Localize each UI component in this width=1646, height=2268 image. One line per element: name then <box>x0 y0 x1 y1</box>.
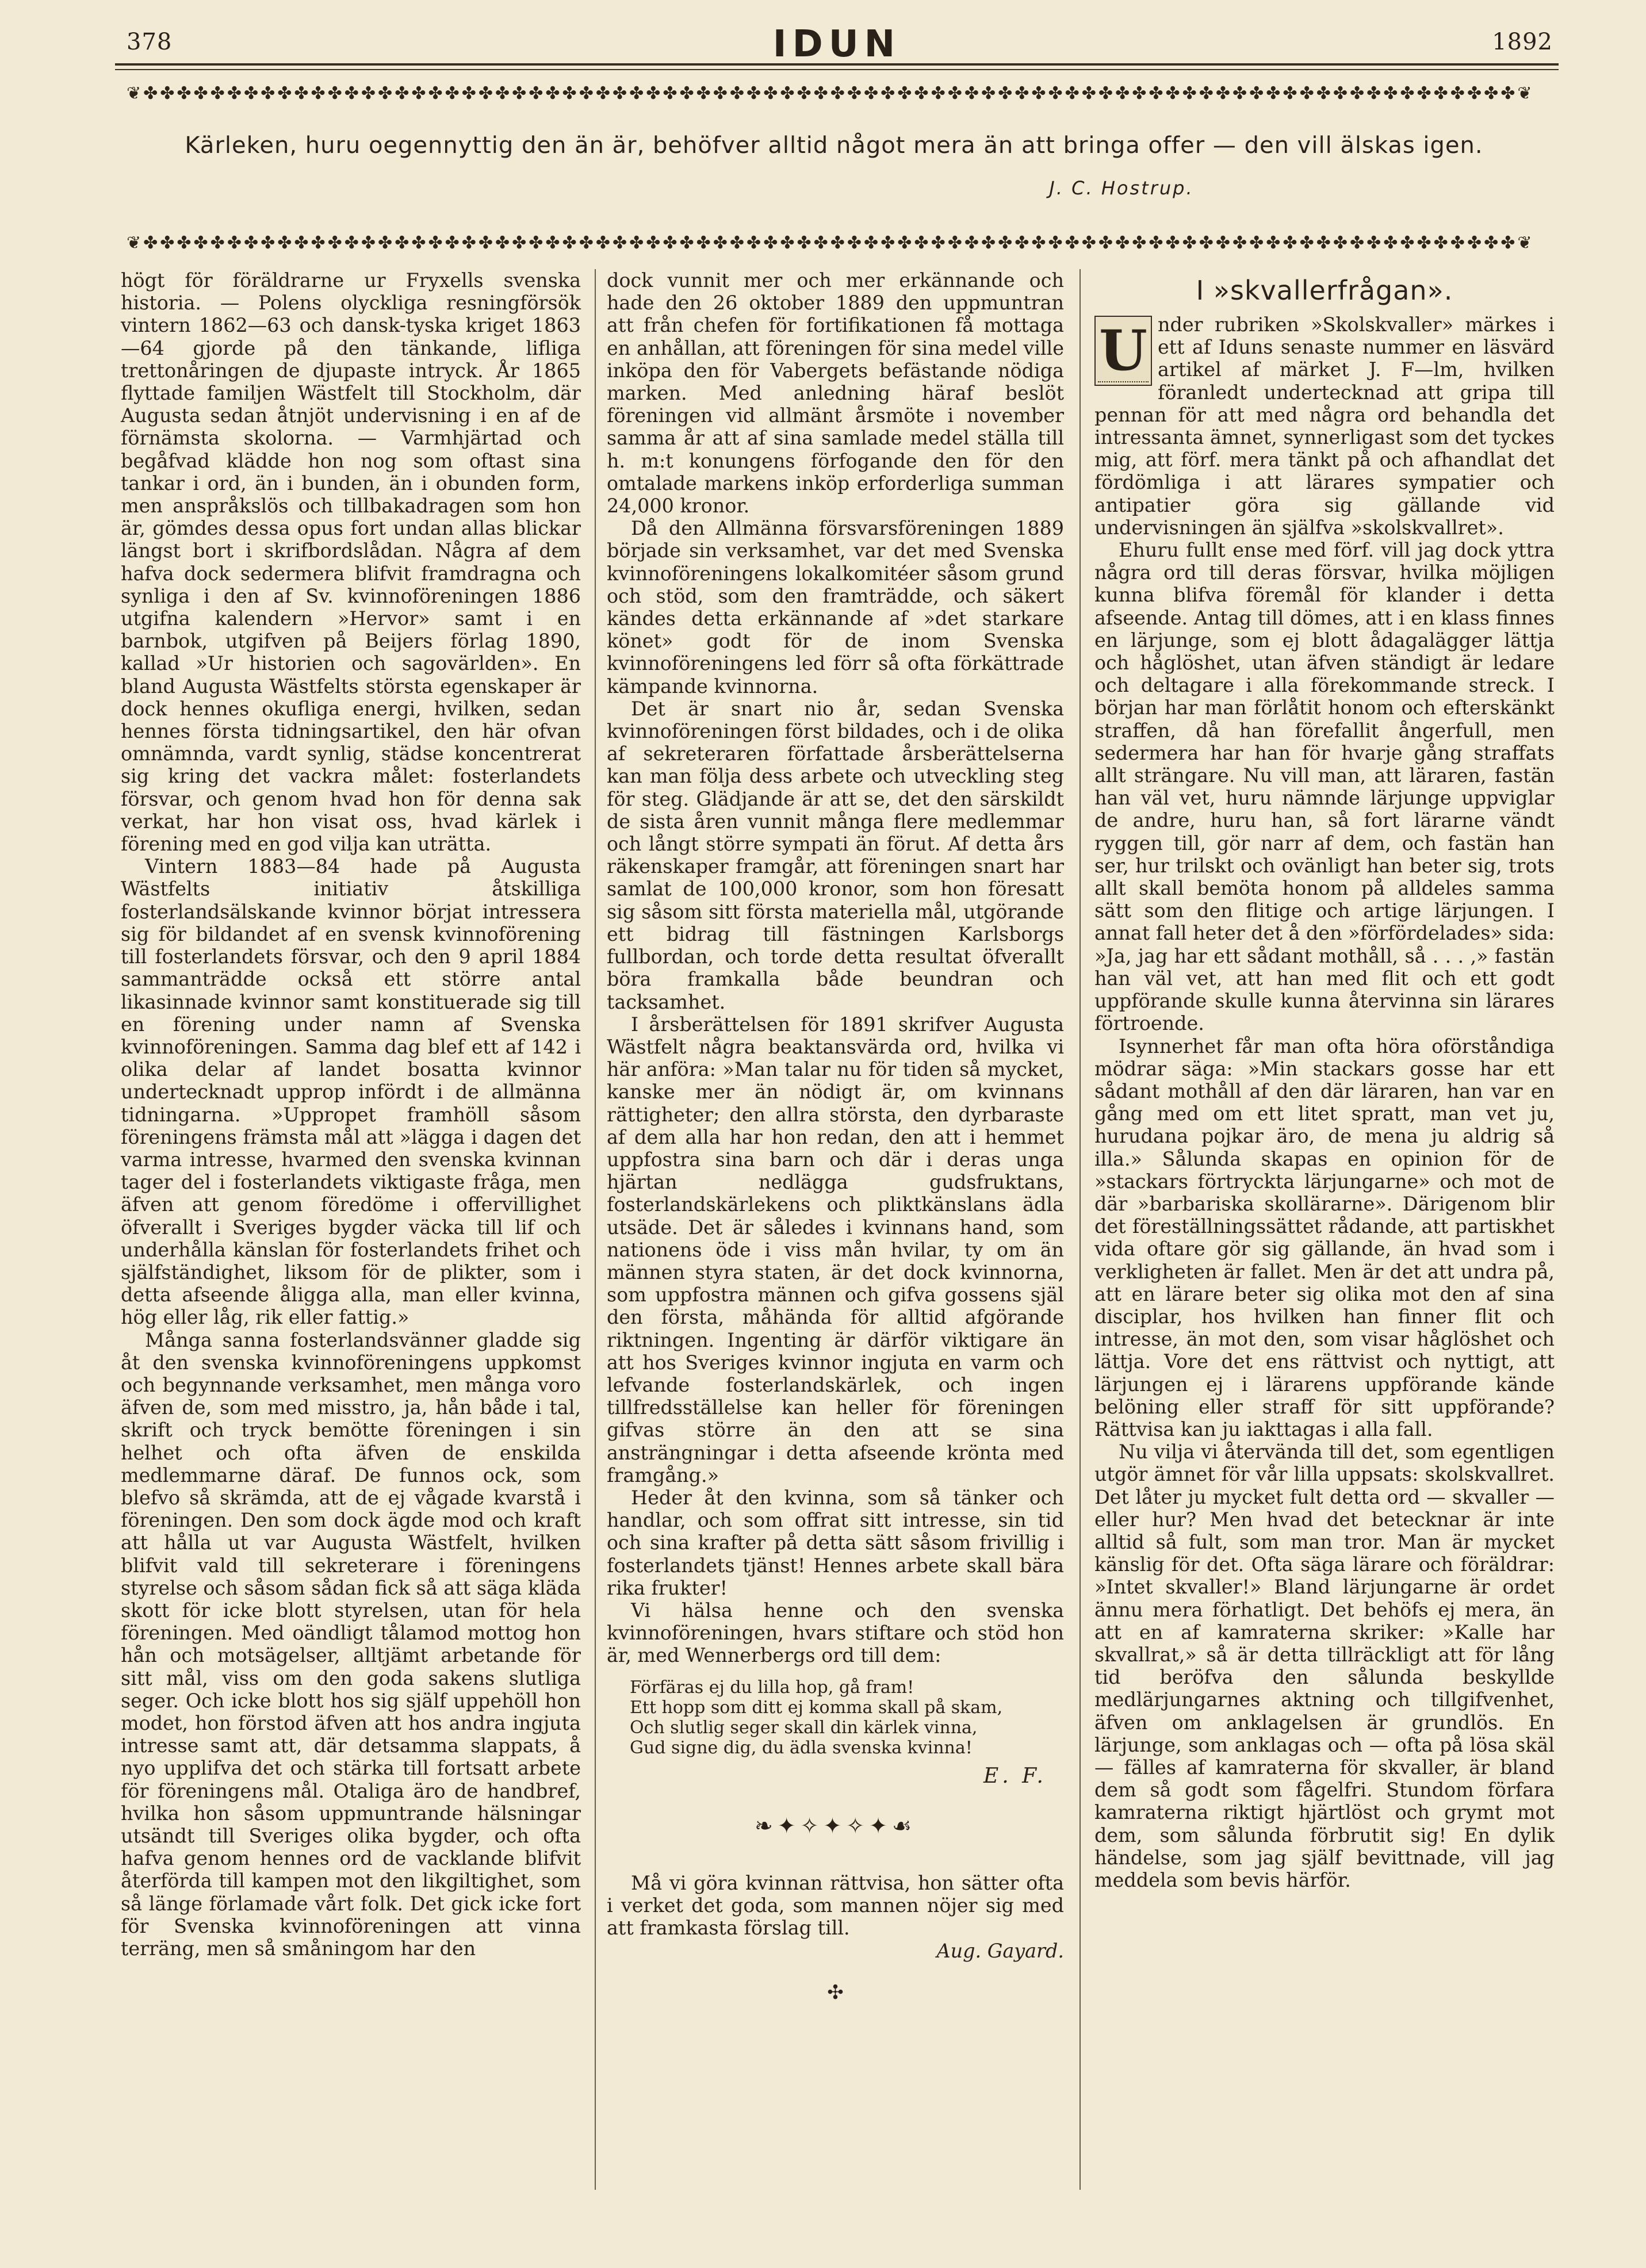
column-2 <box>607 269 1064 2004</box>
paragraph: högt för föräldrarne ur Fryxells svenska historia. — Polens olyckliga resningförsök vintern 1862—63 och dansk-tyska kriget 1863—64 gjorde på den tänkande, lifliga trettonåringen de djupaste intryck. År 1865 flyttade familjen Wästfelt till Stockholm, där Augusta sedan åtnjöt undervisning i en af de förnämsta skolorna. — Varmhjärtad och begåfvad klädde hon nog som oftast sina tankar i ord, än i bunden, än i obunden form, men anspråkslös och tillbakadragen som hon är, gömdes dessa opus fort undan allas blickar längst bort i skrifbordslådan. Några af dem hafva dock sedermera blifvit framdragna och synliga i den af Sv. kvinnoföreningen 1886 utgifna kalendern »Hervor» samt i en barnbok, utgifven på Beijers förlag 1890, kallad »Ur historien och sagovärlden». En bland Augusta Wästfelts största egenskaper är dock hennes okufliga energi, hvilken, sedan hennes första tidningsartikel, den här ofvan omnämnda, vardt synlig, städse koncentrerat sig kring det vackra målet: fosterlandets försvar, och genom hvad hon för denna sak verkat, har hon visat oss, hvad kärlek i förening med en god vilja kan uträtta. <box>121 269 581 856</box>
header-rule <box>115 63 1559 66</box>
page-header <box>115 23 1559 75</box>
paragraph: Isynnerhet får man ofta höra oförståndiga mödrar säga: »Min stackars gosse har ett sådant mothåll af den där läraren, han var en gång med om ett litet spratt, man vet ju, hurudana pojkar äro, de mena ju aldrig så illa.» Sålunda skapas en opinion för de »stackars förtryckta lärjungarne» och mot de där »barbariska skollärarne». Därigenom blir det föreställningssättet rådande, att partiskhet vida oftare gör sig gällande, än hvad som i verkligheten är fallet. Men är det att undra på, att en lärare beter sig olika mot den af sina disciplar, hos hvilken han finner flit och intresse, än mot den, som visar håglöshet och lättja. Vore det ens rättvist och nyttigt, att lärjungen ej i lärarens uppförande kände belöning eller straff för sitt uppförande? Rättvisa kan ju iakttagas i alla fall. <box>1094 1035 1555 1441</box>
paragraph: Vi hälsa henne och den svenska kvinnoföreningen, hvars stiftare och stöd hon är, med Wennerbergs ord till dem: <box>607 1599 1064 1667</box>
paragraph: Vintern 1883—84 hade på Augusta Wästfelts initiativ åtskilliga fosterlandsälskande kvinnor börjat intressera sig för bildandet af en svensk kvinnoförening till fosterlandets försvar, och den 9 april 1884 sammanträdde också ett större antal likasinnade kvinnor samt konstituerade sig till en förening under namn af Svenska kvinnoföreningen. Samma dag blef ett af 142 i olika delar af landet bosatta kvinnor undertecknadt upprop infördt i de allmänna tidningarna. »Uppropet framhöll såsom föreningens främsta mål att »lägga i dagen det varma intresse, hvarmed den svenska kvinnan tager del i fosterlandets viktigaste fråga, men äfven att genom föredöme i offervillighet öfverallt i Sveriges bygder väcka till lif och underhålla känslan för fosterlandets frihet och själfständighet, liksom för de plikter, som i detta afseende åligga alla, man eller kvinna, hög eller låg, rik eller fattig.» <box>121 855 581 1329</box>
ornament-band-top: ❦✤✤✤✤✤✤✤✤✤✤✤✤✤✤✤✤✤✤✤✤✤✤✤✤✤✤✤✤✤✤✤✤✤✤✤✤✤✤✤✤✤✤✤✤✤✤✤✤✤✤✤✤✤✤✤✤✤✤✤✤✤✤✤✤✤✤✤✤✤✤✤✤✤✤✤✤✤✤✤✤✤✤❦ <box>127 85 1534 102</box>
column-rule <box>595 269 596 2190</box>
ornament-divider: ❧✦✧✦✧✦☙ <box>754 1813 917 1838</box>
column-rule <box>1080 269 1081 2190</box>
year: 1892 <box>1492 29 1553 55</box>
page-number: 378 <box>127 29 173 55</box>
paragraph: Nu vilja vi återvända till det, som egentligen utgör ämnet för vår lilla uppsats: skolskvallret. Det låter ju mycket fult detta ord — skvaller — eller hur? Men hvad det betecknar är inte alltid så fult, som man tror. Man är mycket känslig för det. Ofta säga lärare och föräldrar: »Intet skvaller!» Bland lärjungarne är ordet ännu mera förhatligt. Det behöfs ej mera, än att en af kamraterna skriker: »Kalle har skvallrat,» så är detta tillräckligt att för lång tid beröfva den sålunda beskyllde medlärjungarnes aktning och tillgifvenhet, äfven om anklagelsen är grundlös. En lärjunge, som anklagas och — ofta på lösa skäl — fälles af kamraterna för skvaller, är bland dem så godt som fågelfri. Stundom förfara kamraterna riktigt hjärtlöst och grymt mot dem, som sålunda förbrutit sig! En dylik händelse, som jag själf bevittnade, vill jag meddela som bevis härför. <box>1094 1441 1555 1892</box>
dropcap: U <box>1094 316 1152 386</box>
end-ornament: ✣ <box>827 1980 844 2004</box>
poem-line: Ett hopp som ditt ej komma skall på skam, <box>630 1697 1003 1718</box>
paragraph: I årsberättelsen för 1891 skrifver Augusta Wästfelt några beaktansvärda ord, hvilka vi här anföra: »Man talar nu för tiden så mycket, kanske mer än nödigt är, om kvinnans rättigheter; den allra största, den dyrbaraste af dem alla har hon redan, den att i hemmet uppfostra sina barn och där i deras unga hjärtan nedlägga gudsfruktans, fosterlandskärlekens och pliktkänslans ädla utsäde. Det är således i kvinnans hand, som nationens öde i viss mån hvilar, ty om än männen styra staten, är det dock kvinnorna, som uppfostra männen och gifva gossens själ den första, måhända för alltid afgörande riktningen. Ingenting är därför viktigare än att hos Sveriges kvinnor ingjuta en varm och lefvande fosterlandskärlek, och ingen tillfredsställelse kan heller för föreningen gifvas större än den att se sina ansträngningar i detta afseende krönta med framgång.» <box>607 1013 1064 1487</box>
column-1 <box>121 269 581 1960</box>
article-title: I »skvallerfrågan». <box>1196 275 1453 306</box>
poem <box>630 1677 1064 1758</box>
poem-line: Förfäras ej du lilla hop, gå fram! <box>630 1677 914 1698</box>
paragraph: Många sanna fosterlandsvänner gladde sig åt den svenska kvinnoföreningens uppkomst och begynnande verksamhet, men många voro äfven de, som med misstro, ja, hån både i tal, skrift och tryck bemötte föreningen i sin helhet och ofta äfven de enskilda medlemmarne däraf. De funnos ock, som blefvo så skrämda, att de ej vågade kvarstå i föreningen. Den som dock ägde mod och kraft att hålla ut var Augusta Wästfelt, hvilken blifvit vald till sekreterare i föreningens styrelse och såsom sådan fick så att säga kläda skott för icke blott styrelsen, utan för hela föreningen. Med oändligt tålamod mottog hon hån och motsägelser, alltjämt arbetande för sitt mål, viss om den goda sakens slutliga seger. Och icke blott hos sig själf uppehöll hon modet, hon förstod äfven att hos andra ingjuta intresse samt att, där detsamma slappats, å nyo upplifva det och stärka till fortsatt arbete för föreningens mål. Otaliga äro de handbref, hvilka hon såsom uppmuntrande hälsningar utsändt till Sveriges olika bygder, och ofta hafva genom hennes ord de vacklande blifvit återförda till kampen mot den likgiltighet, som så länge förlamade vårt folk. Det gick icke fort för Svenska kvinnoföreningen att vinna terräng, men så småningom har den <box>121 1328 581 1960</box>
magazine-title: IDUN <box>772 23 901 66</box>
motto-text: Kärleken, huru oegennyttig den än är, behöfver alltid något mera än att bringa offer — den vill älskas igen. <box>185 132 1483 159</box>
column-3 <box>1094 313 1555 1891</box>
paragraph: Då den Allmänna försvarsföreningen 1889 började sin verksamhet, var det med Svenska kvinnoföreningens lokalkomitéer såsom grund och stöd, som den framträdde, och säkert kändes detta erkännande af »det starkare könet» godt för de inom Svenska kvinnoföreningens led förr så ofta förkättrade kämpande kvinnorna. <box>607 517 1064 698</box>
paragraph: Under rubriken »Skolskvaller» märkes i ett af Iduns senaste nummer en läsvärd artikel af märket J. F—lm, hvilken föranledt undertecknad att gripa till pennan för att med några ord behandla det intressanta ämnet, synnerligast som det tyckes mig, att förf. mera tänkt på och afhandlat det fördömliga i att lärares sympatier och antipatier göra sig gällande vid undervisningen än själfva »skolskvallret». <box>1094 313 1555 539</box>
poem-line: Och slutlig seger skall din kärlek vinna, <box>630 1717 978 1738</box>
quote: Må vi göra kvinnan rättvisa, hon sätter ofta i verket det goda, som mannen nöjer sig med att framkasta förslag till. <box>607 1872 1064 1940</box>
ornament-band-middle: ❦✤✤✤✤✤✤✤✤✤✤✤✤✤✤✤✤✤✤✤✤✤✤✤✤✤✤✤✤✤✤✤✤✤✤✤✤✤✤✤✤✤✤✤✤✤✤✤✤✤✤✤✤✤✤✤✤✤✤✤✤✤✤✤✤✤✤✤✤✤✤✤✤✤✤✤✤✤✤✤✤✤✤❦ <box>127 235 1534 252</box>
paragraph: Det är snart nio år, sedan Svenska kvinnoföreningen först bildades, och i de olika af sekreteraren författade årsberättelserna kan man följa dess arbete och utveckling steg för steg. Glädjande är att se, det den särskildt de sista åren vunnit många flere medlemmar och långt större sympati än förut. Af detta års räkenskaper framgår, att föreningen snart har samlat de 100,000 kronor, som hon föresatt sig såsom sitt första materiella mål, utgörande ett bidrag till fästningen Karlsborgs fullbordan, och torde detta resultat öfverallt böra framkalla både beundran och tacksamhet. <box>607 697 1064 1013</box>
paragraph: dock vunnit mer och mer erkännande och hade den 26 oktober 1889 den uppmuntran att från chefen för fortifikationen få mottaga en anhållan, att föreningen för sina medel ville inköpa den för Vabergets befästande nödiga marken. Med anledning häraf beslöt föreningen vid allmänt årsmöte i november samma år att af sina samlade medel ställa till h. m:t konungens förfogande den för den omtalade markens inköp erforderliga summan 24,000 kronor. <box>607 269 1064 518</box>
motto-author: J. C. Hostrup. <box>1049 177 1194 199</box>
poem-line: Gud signe dig, du ädla svenska kvinna! <box>630 1737 973 1758</box>
poem-signature: E. F. <box>983 1764 1047 1788</box>
header-rule-thin <box>115 69 1559 70</box>
quote-author: Aug. Gayard. <box>936 1939 1064 1962</box>
paragraph: Ehuru fullt ense med förf. vill jag dock yttra några ord till deras försvar, hvilka möjligen kunna blifva föremål för klander i detta afseende. Antag till dömes, att i en klass finnes en lärjunge, som ej blott ådagalägger lättja och håglöshet, utan äfven ständigt är ledare och deltagare i alla förekommande streck. I början har man förlåtit honom och efterskänkt straffen, då han förefallit ångerfull, men sedermera har han för hvarje gång straffats allt strängare. Nu vill man, att läraren, fastän han väl vet, huru nämnde lärjunge uppviglar de andre, huru han, så fort lärarne vändt ryggen till, gör narr af dem, och fastän han ser, hur trilskt och ovänligt han beter sig, trots allt skall bemöta honom på alldeles samma sätt som den flitige och artige lärjungen. I annat fall heter det å den »förfördelades» sida: »Ja, jag har ett sådant mothåll, så . . . ,» fastän han väl vet, att han med flit och ett godt uppförande skulle kunna återvinna sin lärares förtroende. <box>1094 539 1555 1035</box>
paragraph: Heder åt den kvinna, som så tänker och handlar, och som offrat sitt intresse, sin tid och sina krafter på detta sätt såsom frivillig i fosterlandets tjänst! Hennes arbete skall bära rika frukter! <box>607 1486 1064 1599</box>
